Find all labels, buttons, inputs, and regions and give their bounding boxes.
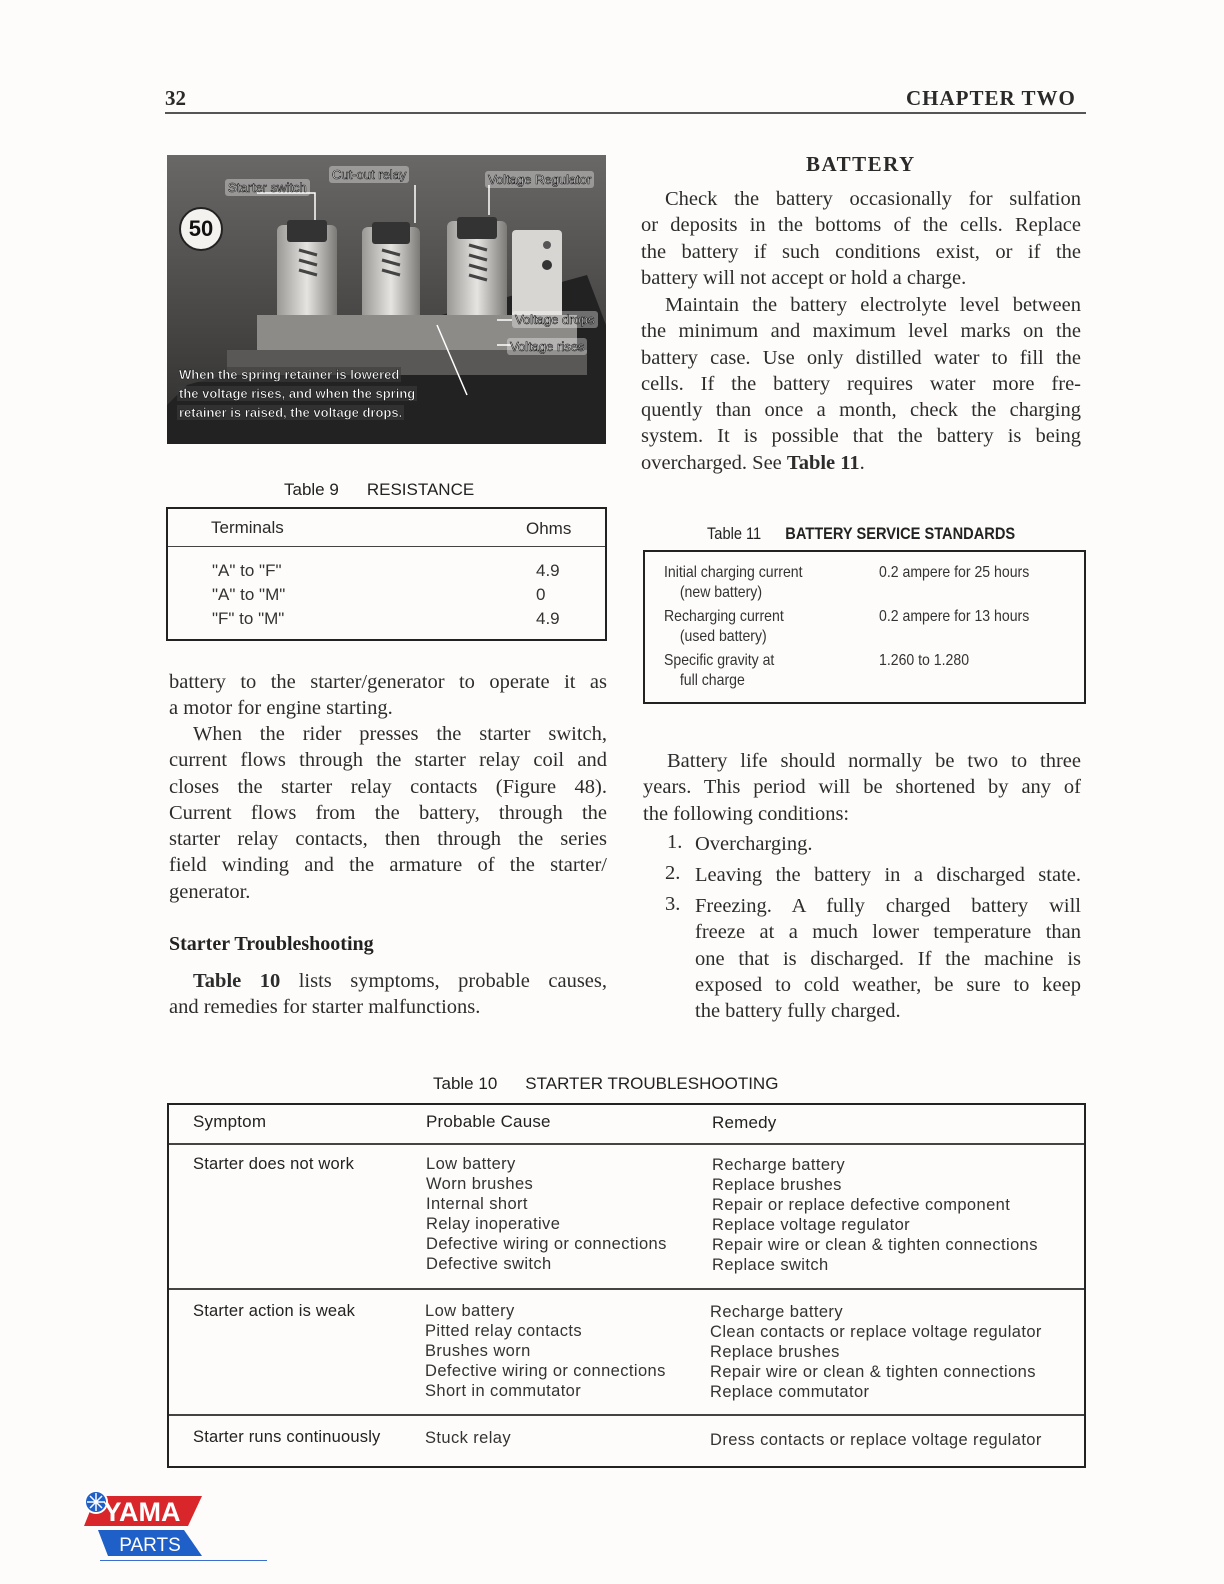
probable-cause-header: Probable Cause <box>426 1112 551 1131</box>
battery-life-paragraph <box>643 748 1081 827</box>
remedy-cell <box>712 1155 1038 1275</box>
text-line: freeze at a much lower temperature than <box>695 921 1081 944</box>
list-item <box>695 893 1081 1024</box>
voltage-rises-label: Voltage rises <box>507 338 587 355</box>
symptom-cell: Starter runs continuously <box>193 1428 381 1446</box>
item-line: Recharging current <box>664 608 784 625</box>
list-number: 1. <box>667 831 683 853</box>
item-line: Specific gravity at <box>664 652 775 669</box>
remedy-line: Replace brushes <box>710 1343 840 1361</box>
cause-cell <box>426 1154 667 1274</box>
header-rule <box>165 112 1086 114</box>
voltage-regulator-label: Voltage Regulator <box>485 171 594 188</box>
figure-caption-line: When the spring retainer is lowered <box>179 367 400 382</box>
list-number: 3. <box>665 893 681 915</box>
text-line <box>169 968 607 994</box>
starter-paragraph-2 <box>169 721 607 905</box>
symptom-header: Symptom <box>193 1112 267 1131</box>
remedy-line: Dress contacts or replace voltage regulator <box>710 1431 1042 1449</box>
table-row <box>168 585 605 609</box>
starter-paragraph-3 <box>169 968 607 1021</box>
table-10-name: STARTER TROUBLESHOOTING <box>525 1074 779 1093</box>
table-row-item <box>664 607 784 647</box>
starter-troubleshooting-table <box>167 1103 1086 1468</box>
table-row-value: 0.2 ampere for 13 hours <box>879 608 1030 625</box>
text-line: Check the battery occasionally for sulfation <box>665 188 1081 210</box>
text-line: battery to the starter/generator to operate it as <box>169 671 607 693</box>
item-line: (new battery) <box>679 584 763 601</box>
battery-paragraph-2 <box>641 292 1081 476</box>
list-item <box>695 862 1081 888</box>
table-divider <box>169 1288 1084 1290</box>
table-11-title <box>707 524 1015 544</box>
cause-line: Pitted relay contacts <box>425 1322 582 1340</box>
text-line: cells. If the battery requires water more fre- <box>641 372 1081 395</box>
table-11-reference: Table 11 <box>786 451 860 474</box>
ohms-cell: 0 <box>536 585 546 604</box>
remedy-line: Replace brushes <box>712 1176 842 1194</box>
ohms-cell: 4.9 <box>536 561 560 580</box>
logo-graphic <box>84 1490 269 1562</box>
resistance-table <box>166 507 607 641</box>
text-line: closes the starter relay contacts (Figure 48). <box>169 775 607 798</box>
table-row <box>168 609 605 633</box>
figure-50-photo <box>167 155 606 444</box>
cause-line: Defective wiring or connections <box>425 1362 666 1380</box>
text-fragment: lists symptoms, probable causes, <box>298 970 608 992</box>
cause-line: Stuck relay <box>425 1429 512 1447</box>
battery-service-standards-table <box>643 550 1086 704</box>
remedy-header: Remedy <box>712 1113 777 1132</box>
text-line: the battery if such conditions exist, or if the <box>641 240 1081 263</box>
table-divider <box>169 1414 1084 1416</box>
table-10-number: Table 10 <box>433 1074 498 1093</box>
table-divider <box>169 1143 1084 1145</box>
battery-heading: BATTERY <box>806 152 916 176</box>
text-line: battery case. Use only distilled water to fill the <box>641 346 1081 369</box>
voltage-drops-label: Voltage drops <box>512 311 598 328</box>
remedy-line: Repair wire or clean & tighten connections <box>712 1236 1038 1254</box>
remedy-line: Clean contacts or replace voltage regulator <box>710 1323 1042 1341</box>
logo-underline <box>100 1560 267 1561</box>
item-line: full charge <box>679 672 745 689</box>
cause-line: Defective wiring or connections <box>426 1235 667 1253</box>
text-line: and remedies for starter malfunctions. <box>169 996 481 1019</box>
text-line: or deposits in the bottoms of the cells. Replace <box>641 214 1081 237</box>
cause-line: Brushes worn <box>425 1342 531 1360</box>
item-line: (used battery) <box>679 628 767 645</box>
text-line: current flows through the starter relay coil and <box>169 749 607 772</box>
text-fragment: . <box>859 451 865 474</box>
text-line: Current flows from the battery, through the <box>169 801 607 824</box>
table-9-title <box>284 480 474 500</box>
text-line: starter relay contacts, then through the series <box>169 828 607 851</box>
text-line: field winding and the armature of the starter/ <box>169 854 607 877</box>
table-row-item <box>664 563 803 603</box>
text-fragment: overcharged. See <box>641 451 782 474</box>
page-number: 32 <box>165 86 186 110</box>
remedy-line: Repair or replace defective component <box>712 1196 1011 1214</box>
table-row-value: 1.260 to 1.280 <box>879 652 970 669</box>
remedy-line: Recharge battery <box>712 1156 845 1174</box>
terminals-cell: "A" to "M" <box>212 585 286 604</box>
cause-line: Worn brushes <box>426 1175 534 1193</box>
terminals-cell: "F" to "M" <box>212 609 285 628</box>
table-row-item <box>664 651 774 691</box>
cause-line: Relay inoperative <box>426 1215 561 1233</box>
text-line: When the rider presses the starter switch, <box>193 723 607 745</box>
remedy-line: Recharge battery <box>710 1303 843 1321</box>
table-9-name: RESISTANCE <box>366 480 475 499</box>
logo-top-text: YAMA <box>103 1497 181 1527</box>
remedy-cell <box>710 1302 1042 1402</box>
terminals-header: Terminals <box>211 518 284 537</box>
table-row-value: 0.2 ampere for 25 hours <box>879 564 1030 581</box>
text-line: Leaving the battery in a discharged state. <box>695 864 1081 886</box>
yama-parts-logo <box>84 1490 269 1562</box>
starter-troubleshooting-heading: Starter Troubleshooting <box>169 933 374 955</box>
text-line: generator. <box>169 880 251 903</box>
remedy-cell <box>710 1430 1042 1450</box>
remedy-line: Replace commutator <box>710 1383 870 1401</box>
cause-cell <box>425 1428 511 1448</box>
text-line <box>641 450 1081 476</box>
text-line: a motor for engine starting. <box>169 697 393 720</box>
starter-paragraph-1 <box>169 669 607 722</box>
figure-caption-line: retainer is raised, the voltage drops. <box>179 405 403 420</box>
figure-caption <box>177 365 437 422</box>
remedy-line: Replace voltage regulator <box>712 1216 911 1234</box>
figure-caption-line: the voltage rises, and when the spring <box>179 386 416 401</box>
symptom-cell: Starter does not work <box>193 1155 355 1173</box>
table-header <box>168 509 605 547</box>
list-number: 2. <box>665 862 681 884</box>
item-line: Initial charging current <box>664 564 803 581</box>
cut-out-relay-label: Cut-out relay <box>329 166 409 183</box>
table-10-title <box>433 1074 778 1094</box>
text-line: years. This period will be shortened by any of <box>643 776 1081 799</box>
text-line: the minimum and maximum level marks on the <box>641 320 1081 343</box>
cause-cell <box>425 1301 666 1401</box>
text-line: exposed to cold weather, be sure to keep <box>695 973 1081 996</box>
remedy-line: Repair wire or clean & tighten connections <box>710 1363 1036 1381</box>
text-line: battery will not accept or hold a charge. <box>641 266 967 289</box>
starter-switch-label: Starter switch <box>225 179 310 196</box>
text-line: Freezing. A fully charged battery will <box>695 895 1081 917</box>
cause-line: Internal short <box>426 1195 528 1213</box>
battery-paragraph-1 <box>641 186 1081 291</box>
text-line: system. It is possible that the battery is being <box>641 425 1081 448</box>
remedy-line: Replace switch <box>712 1256 829 1274</box>
table-11-number: Table 11 <box>707 524 762 543</box>
text-line: Overcharging. <box>695 833 813 855</box>
table-9-number: Table 9 <box>284 480 339 499</box>
text-line: quently than once a month, check the charging <box>641 399 1081 422</box>
table-10-reference: Table 10 <box>193 970 281 992</box>
ohms-cell: 4.9 <box>536 609 560 628</box>
ohms-header: Ohms <box>526 519 572 538</box>
cause-line: Short in commutator <box>425 1382 582 1400</box>
text-line: the following conditions: <box>643 802 850 825</box>
text-line: one that is discharged. If the machine is <box>695 947 1081 970</box>
cause-line: Low battery <box>426 1155 516 1173</box>
table-row <box>168 561 605 585</box>
figure-number-badge: 50 <box>179 207 223 251</box>
text-line: the battery fully charged. <box>695 1000 901 1023</box>
cause-line: Defective switch <box>426 1255 552 1273</box>
cause-line: Low battery <box>425 1302 515 1320</box>
table-11-name: BATTERY SERVICE STANDARDS <box>785 524 1016 543</box>
logo-bottom-text: PARTS <box>119 1535 181 1556</box>
chapter-title: CHAPTER TWO <box>906 86 1076 110</box>
text-line: Battery life should normally be two to three <box>667 750 1081 772</box>
symptom-cell: Starter action is weak <box>193 1302 356 1320</box>
text-line: Maintain the battery electrolyte level between <box>665 294 1081 316</box>
list-item <box>695 831 1081 857</box>
terminals-cell: "A" to "F" <box>212 561 282 580</box>
